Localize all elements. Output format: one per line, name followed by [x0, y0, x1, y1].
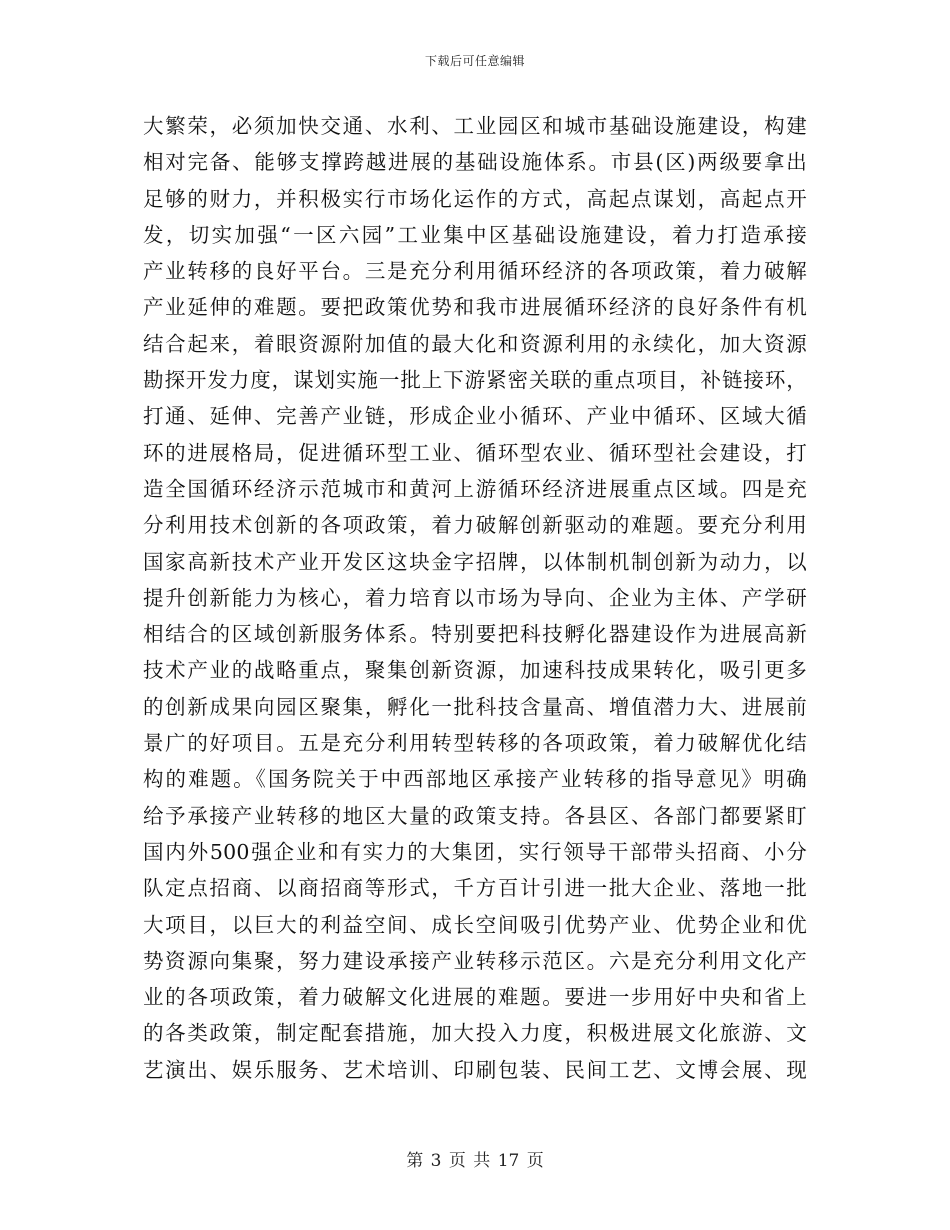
text-line: 结合起来，着眼资源附加值的最大化和资源利用的永续化，加大资源 [143, 331, 807, 356]
text-line: 相结合的区域创新服务体系。特别要把科技孵化器建设作为进展高新 [143, 622, 807, 647]
text-line: 国内外500强企业和有实力的大集团，实行领导干部带头招商、小分 [143, 839, 807, 864]
text-line: 构的难题。《国务院关于中西部地区承接产业转移的指导意见》明确 [143, 767, 807, 792]
text-line: 大繁荣，必须加快交通、水利、工业园区和城市基础设施建设，构建 [143, 114, 807, 138]
text-line: 的创新成果向园区聚集，孵化一批科技含量高、增值潜力大、进展前 [143, 694, 807, 719]
text-line: 打通、延伸、完善产业链，形成企业小循环、产业中循环、区域大循 [143, 404, 807, 429]
body-text [143, 108, 807, 1088]
text-line: 造全国循环经济示范城市和黄河上游循环经济进展重点区域。四是充 [143, 476, 807, 501]
text-line: 产业延伸的难题。要把政策优势和我市进展循环经济的良好条件有机 [143, 295, 807, 320]
text-line: 艺演出、娱乐服务、艺术培训、印刷包装、民间工艺、文博会展、现 [143, 1057, 807, 1082]
text-line: 景广的好项目。五是充分利用转型转移的各项政策，着力破解优化结 [143, 731, 807, 756]
text-line: 势资源向集聚，努力建设承接产业转移示范区。六是充分利用文化产 [143, 948, 807, 973]
text-line: 技术产业的战略重点，聚集创新资源，加速科技成果转化，吸引更多 [143, 658, 807, 683]
text-line: 勘探开发力度，谋划实施一批上下游紧密关联的重点项目，补链接环， [143, 368, 807, 393]
text-line: 的各类政策，制定配套措施，加大投入力度，积极进展文化旅游、文 [143, 1021, 807, 1046]
text-line: 发，切实加强“一区六园”工业集中区基础设施建设，着力打造承接 [143, 222, 807, 247]
page-header: 下载后可任意编辑 [424, 54, 525, 68]
text-line: 业的各项政策，着力破解文化进展的难题。要进一步用好中央和省上 [143, 985, 807, 1010]
text-line: 产业转移的良好平台。三是充分利用循环经济的各项政策，着力破解 [143, 259, 807, 284]
text-line: 队定点招商、以商招商等形式，千方百计引进一批大企业、落地一批 [143, 876, 807, 901]
text-line: 国家高新技术产业开发区这块金字招牌，以体制机制创新为动力，以 [143, 549, 807, 574]
text-line: 大项目，以巨大的利益空间、成长空间吸引优势产业、优势企业和优 [143, 912, 807, 937]
text-line: 提升创新能力为核心，着力培育以市场为导向、企业为主体、产学研 [143, 585, 807, 610]
text-line: 给予承接产业转移的地区大量的政策支持。各县区、各部门都要紧盯 [143, 803, 807, 828]
page-number: 第 3 页 共 17 页 [406, 1151, 544, 1171]
text-line: 足够的财力，并积极实行市场化运作的方式，高起点谋划，高起点开 [143, 186, 807, 211]
text-line: 环的进展格局，促进循环型工业、循环型农业、循环型社会建设，打 [143, 440, 807, 465]
text-line: 相对完备、能够支撑跨越进展的基础设施体系。市县(区)两级要拿出 [143, 150, 807, 175]
text-line: 分利用技术创新的各项政策，着力破解创新驱动的难题。要充分利用 [143, 513, 807, 538]
